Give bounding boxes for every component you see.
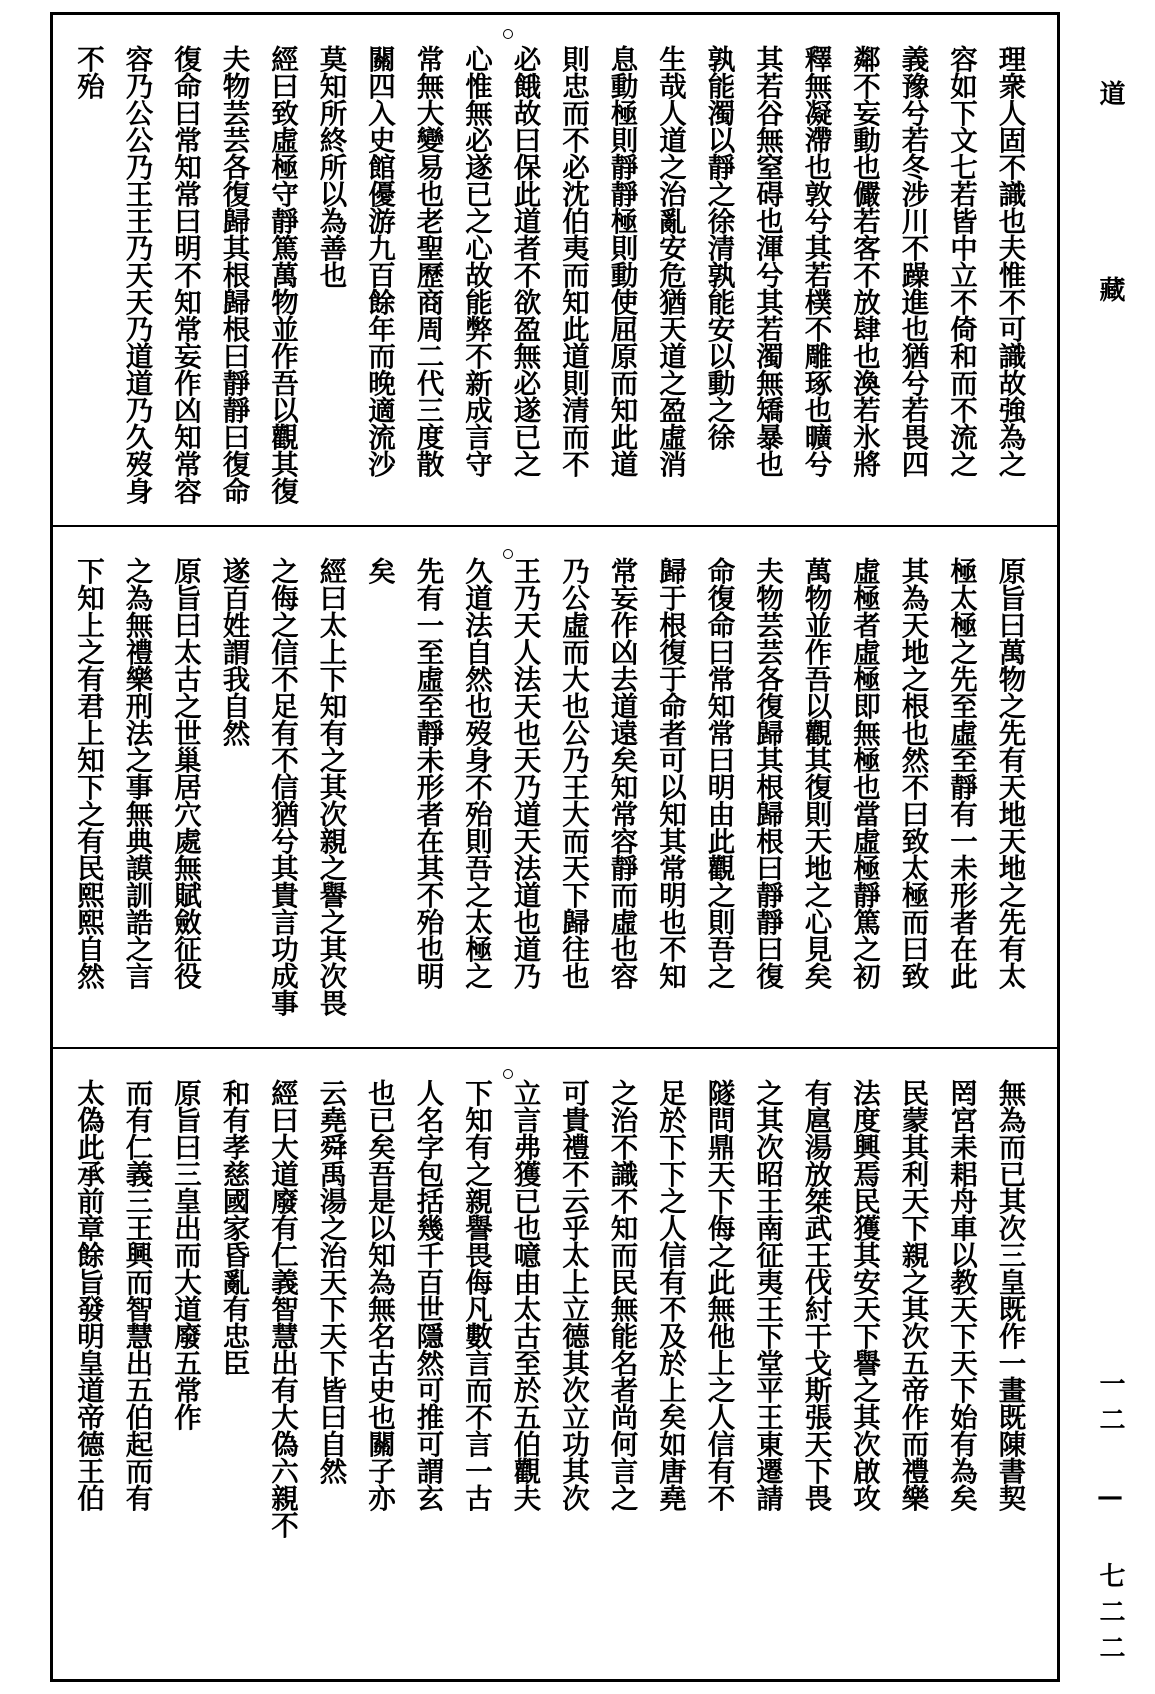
text-column: 之為無禮樂刑法之事無典謨訓誥之言 [120, 557, 153, 989]
text-column: 原旨曰太古之世巢居穴處無賦斂征役 [169, 557, 201, 989]
text-column: 釋無凝滯也敦兮其若樸不雕琢也曠兮 [799, 45, 832, 477]
text-column: 其若谷無窒碍也渾兮其若濁無矯暴也 [751, 45, 783, 477]
text-column: 必餓故曰保此道者不欲盈無必遂已之 [508, 45, 541, 477]
text-column: 常無大變易也老聖歷商周二代三度散 [411, 45, 444, 477]
text-panel-top [53, 15, 1057, 525]
text-column: 云堯舜禹湯之治天下天下皆曰自然 [314, 1079, 347, 1484]
text-column: 乃公虛而大也公乃王大而天下歸往也 [557, 557, 589, 989]
text-column: 下知上之有君上知下之有民熙熙自然 [72, 557, 104, 989]
text-column: 法度興焉民獲其安天下譽之其次啟攻 [848, 1079, 880, 1511]
text-panel-bottom [53, 1049, 1057, 1679]
text-column: 虛極者虛極即無極也當虛極靜篤之初 [848, 557, 880, 989]
text-column: 夫物芸芸各復歸其根歸根曰靜靜曰復命 [217, 45, 250, 504]
text-column: 夫物芸芸各復歸其根歸根曰靜靜曰復 [751, 557, 783, 989]
text-column: 而有仁義三王興而智慧出五伯起而有 [120, 1079, 153, 1511]
text-column: 罔宮耒耜舟車以教天下天下始有為矣 [945, 1079, 977, 1511]
text-column: 足於下下之人信有不及於上矣如唐堯 [654, 1079, 686, 1511]
text-column: 原旨曰萬物之先有天地天地之先有太 [993, 557, 1026, 989]
text-column: 容如下文七若皆中立不倚和而不流之 [945, 45, 977, 477]
text-column: 經曰大道廢有仁義智慧出有大偽六親不 [266, 1079, 298, 1538]
text-column: 太偽此承前章餘旨發明皇道帝德王伯 [72, 1079, 104, 1511]
text-column: 心惟無必遂已之心故能弊不新成言守 [460, 45, 492, 477]
text-column: 有扈湯放桀武王伐紂干戈斯張天下畏 [799, 1079, 832, 1511]
text-column: 生哉人道之治亂安危猶天道之盈虛消 [654, 45, 686, 477]
text-column: 之其次昭王南征夷王下堂平王東遷請 [751, 1079, 783, 1511]
text-column: 經曰太上下知有之其次親之譽之其次畏 [314, 557, 347, 1016]
margin-title: 道 藏 [1095, 80, 1125, 372]
text-column: 不殆 [72, 45, 104, 99]
text-column: 容乃公公乃王王乃天天乃道道乃久歿身 [120, 45, 153, 504]
text-column: 極太極之先至虛至靜有一未形者在此 [945, 557, 977, 989]
text-column: 先有一至虛至靜未形者在其不殆也明 [411, 557, 444, 989]
punctuation-circle-mark [503, 1069, 513, 1079]
text-column: 人名字包括幾千百世隱然可推可謂玄 [411, 1079, 444, 1511]
text-column: 矣 [363, 557, 395, 584]
text-column: 王乃天人法天也天乃道天法道也道乃 [508, 557, 541, 989]
text-column: 遂百姓謂我自然 [217, 557, 250, 746]
margin-page-number: 一二 — 七二二 [1095, 1370, 1125, 1670]
text-column: 歸于根復于命者可以知其常明也不知 [654, 557, 686, 989]
text-column: 莫知所終所以為善也 [314, 45, 347, 288]
text-column: 萬物並作吾以觀其復則天地之心見矣 [799, 557, 832, 989]
text-column: 命復命曰常知常曰明由此觀之則吾之 [702, 557, 735, 989]
text-column: 常妄作凶去道遠矣知常容靜而虛也容 [605, 557, 638, 989]
text-column: 關四入史館優游九百餘年而晚適流沙 [363, 45, 395, 477]
text-column: 可貴禮不云乎太上立德其次立功其次 [557, 1079, 589, 1511]
punctuation-circle-mark [503, 549, 513, 559]
text-column: 復命曰常知常曰明不知常妄作凶知常容 [169, 45, 201, 504]
text-column: 義豫兮若冬涉川不躁進也猶兮若畏四 [896, 45, 929, 477]
text-column: 原旨曰三皇出而大道廢五常作 [169, 1079, 201, 1430]
text-column: 也已矣吾是以知為無名古史也關子亦 [363, 1079, 395, 1511]
text-column: 之治不識不知而民無能名者尚何言之 [605, 1079, 638, 1511]
text-column: 息動極則靜靜極則動使屈原而知此道 [605, 45, 638, 477]
page-frame [50, 12, 1060, 1682]
text-column: 孰能濁以靜之徐清孰能安以動之徐 [702, 45, 735, 450]
text-column: 之侮之信不足有不信猶兮其貴言功成事 [266, 557, 298, 1016]
text-column: 久道法自然也歿身不殆則吾之太極之 [460, 557, 492, 989]
text-column: 和有孝慈國家昏亂有忠臣 [217, 1079, 250, 1376]
text-column: 則忠而不必沈伯夷而知此道則清而不 [557, 45, 589, 477]
text-column: 民蒙其利天下親之其次五帝作而禮樂 [896, 1079, 929, 1511]
text-column: 下知有之親譽畏侮凡數言而不言一古 [460, 1079, 492, 1511]
text-column: 經曰致虛極守靜篤萬物並作吾以觀其復 [266, 45, 298, 504]
text-panel-middle [53, 527, 1057, 1047]
text-column: 其為天地之根也然不曰致太極而曰致 [896, 557, 929, 989]
text-column: 隧問鼎天下侮之此無他上之人信有不 [702, 1079, 735, 1511]
punctuation-circle-mark [503, 29, 513, 39]
text-column: 理衆人固不識也夫惟不可識故強為之 [993, 45, 1026, 477]
text-column: 立言弗獲已也噫由太古至於五伯觀夫 [508, 1079, 541, 1511]
text-column: 鄰不妄動也儼若客不放肆也渙若氷將 [848, 45, 880, 477]
text-column: 無為而已其次三皇既作一畫既陳書契 [993, 1079, 1026, 1511]
